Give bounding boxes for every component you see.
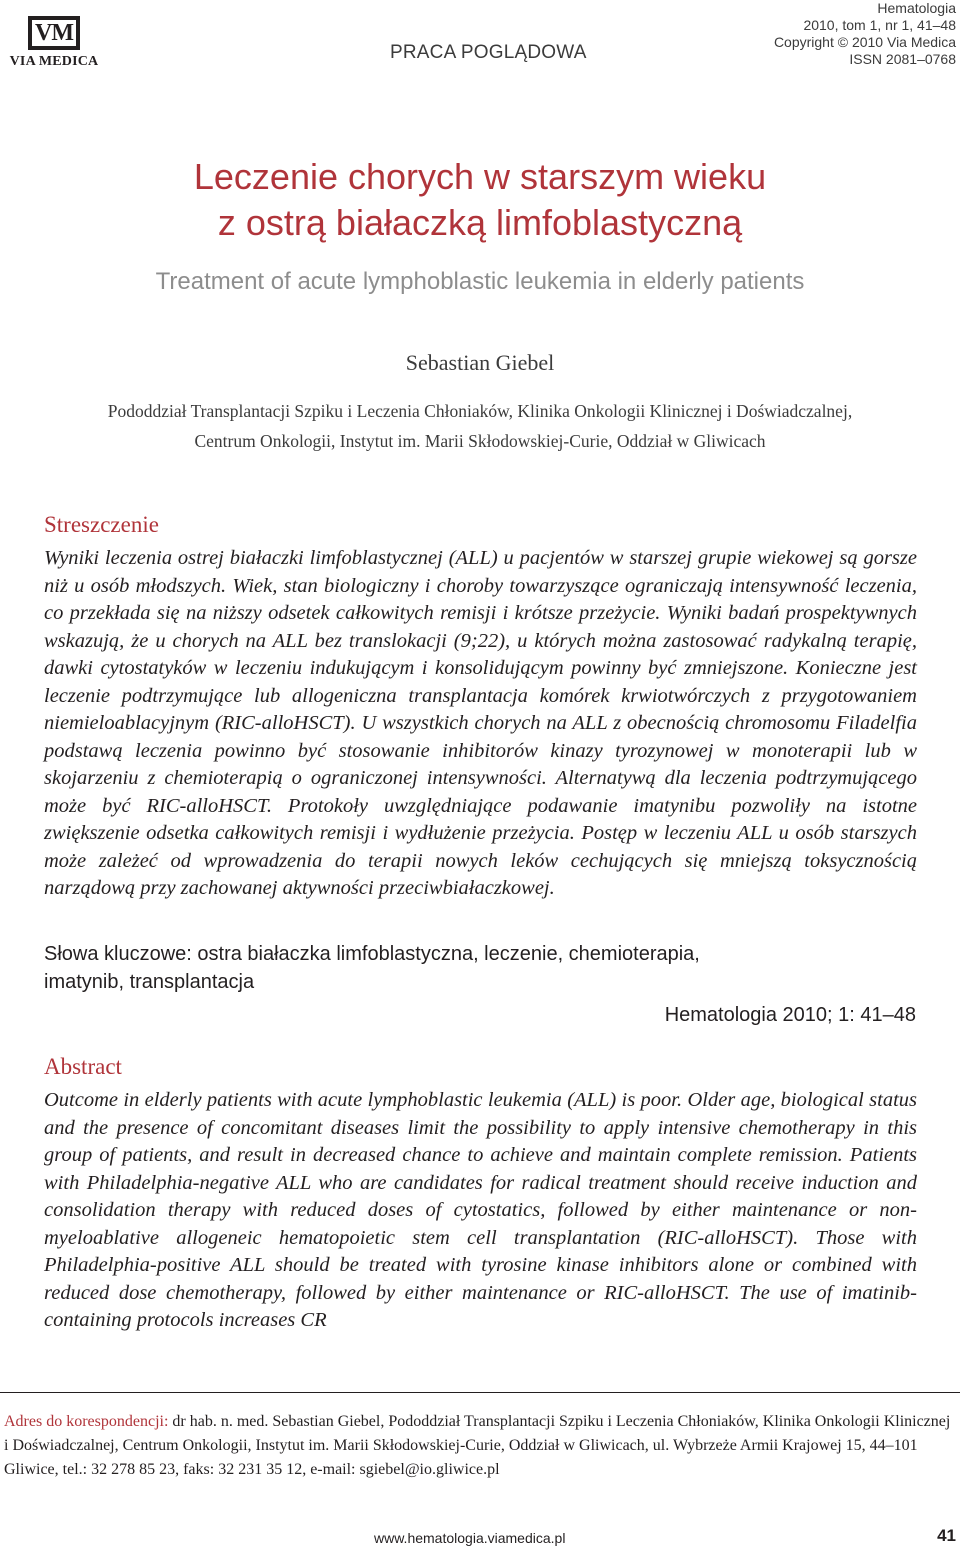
- author-affiliation: [20, 396, 940, 456]
- english-title: Treatment of acute lymphoblastic leukemia in elderly patients: [155, 268, 805, 295]
- logo-text: VIA MEDICA: [9, 54, 99, 69]
- journal-issue: 2010, tom 1, nr 1, 41–48: [803, 17, 956, 33]
- footnote-divider: [0, 1392, 960, 1393]
- streszczenie-text: Wyniki leczenia ostrej białaczki limfoblastycznej (ALL) u pacjentów w starszej grupie wiekowej są gorsze niż u osób młodszych. Wiek, stan biologiczny i choroby towarzyszące ograniczają intensywność leczenia, co przekłada się na niższy odsetek całkowitych remisji i krótsze przeżycie. Wyniki badań prospektywnych wskazują, że u chorych na ALL bez translokacji (9;22), u których można zastosować radykalną terapię, dawki cytostatyków w leczeniu indukującym i konsolidującym powinny być zmniejszone. Konieczne jest leczenie podtrzymujące lub allogeniczna transplantacja komórek krwiotwórczych z przygotowaniem niemieloablacyjnym (RIC-alloHSCT). U wszystkich chorych na ALL z obecnością chromosomu Filadelfia podstawą leczenia powinno być stosowanie inhibitorów kinazy tyrozynowej w monoterapii lub w skojarzeniu z chemioterapią o ograniczonej intensywności. Alternatywą dla leczenia podtrzymującego może być RIC-alloHSCT. Protokoły uwzględniające podawanie imatynibu pozwoliły na istotne zwiększenie odsetka całkowitych remisji i wydłużenie przeżycia. Postęp w leczeniu ALL u osób starszych może zależeć od wprowadzenia do terapii nowych leków cechujących się mniejszą toksycznością narządową przy zachowanej aktywności przeciwbiałaczkowej.: [44, 547, 917, 899]
- keywords-line-2: imatynib, transplantacja: [44, 971, 255, 993]
- journal-meta: [774, 0, 956, 68]
- affiliation-line-1: Pododdział Transplantacji Szpiku i Leczenia Chłoniaków, Klinika Onkologii Klinicznej i Doświadczalnej,: [107, 401, 853, 421]
- correspondence-text: dr hab. n. med. Sebastian Giebel, Pododdział Transplantacji Szpiku i Leczenia Chłoniaków, Klinika Onkologii Klinicznej i Doświadczalnej, Centrum Onkologii, Instytut im. Marii Skłodowskiej-Curie, Oddział w Gliwicach, ul. Wybrzeże Armii Krajowej 15, 44–101 Gliwice, tel.: 32 278 85 23, faks: 32 231 35 12, e-mail: sgiebel@io.gliwice.pl: [4, 1413, 951, 1478]
- correspondence: [4, 1410, 956, 1482]
- affiliation-line-2: Centrum Onkologii, Instytut im. Marii Skłodowskiej-Curie, Oddział w Gliwicach: [194, 431, 766, 451]
- journal-copyright: Copyright © 2010 Via Medica: [773, 34, 956, 50]
- keywords: [44, 940, 864, 996]
- publisher-logo: [4, 12, 104, 68]
- title-line-2: z ostrą białaczką limfoblastyczną: [217, 202, 743, 243]
- abstract-heading: Abstract: [44, 1054, 122, 1079]
- citation: Hematologia 2010; 1: 41–48: [664, 1004, 916, 1026]
- footer-url[interactable]: www.hematologia.viamedica.pl: [374, 1530, 566, 1546]
- logo-mark: VM: [28, 16, 80, 50]
- journal-issn: ISSN 2081–0768: [849, 51, 956, 67]
- journal-name: Hematologia: [877, 0, 956, 16]
- author-name: Sebastian Giebel: [405, 350, 555, 375]
- correspondence-label: Adres do korespondencji:: [4, 1413, 169, 1430]
- page-title: [0, 154, 960, 246]
- keywords-line-1: Słowa kluczowe: ostra białaczka limfoblastyczna, leczenie, chemioterapia,: [44, 943, 700, 965]
- title-line-1: Leczenie chorych w starszym wieku: [193, 156, 767, 197]
- streszczenie-heading: Streszczenie: [44, 512, 159, 537]
- abstract-text: Outcome in elderly patients with acute lymphoblastic leukemia (ALL) is poor. Older age, biological status and the presence of concomitant diseases limit the possibility to apply intensive chemotherapy in this group of patients, and result in decreased chance to achieve and maintain complete remission. Patients with Philadelphia-negative ALL who are candidates for radical treatment should receive induction and consolidation therapy with reduced doses of cytostatics, followed by either maintenance or non-myeloablative allogeneic hematopoietic stem cell transplantation (RIC-alloHSCT). Those with Philadelphia-positive ALL should be treated with tyrosine kinase inhibitors alone or combined with reduced dose chemotherapy, followed by either maintenance or RIC-alloHSCT. The use of imatinib-containing protocols increases CR: [44, 1089, 917, 1331]
- article-type: PRACA POGLĄDOWA: [390, 42, 587, 63]
- page-number: 41: [937, 1526, 956, 1545]
